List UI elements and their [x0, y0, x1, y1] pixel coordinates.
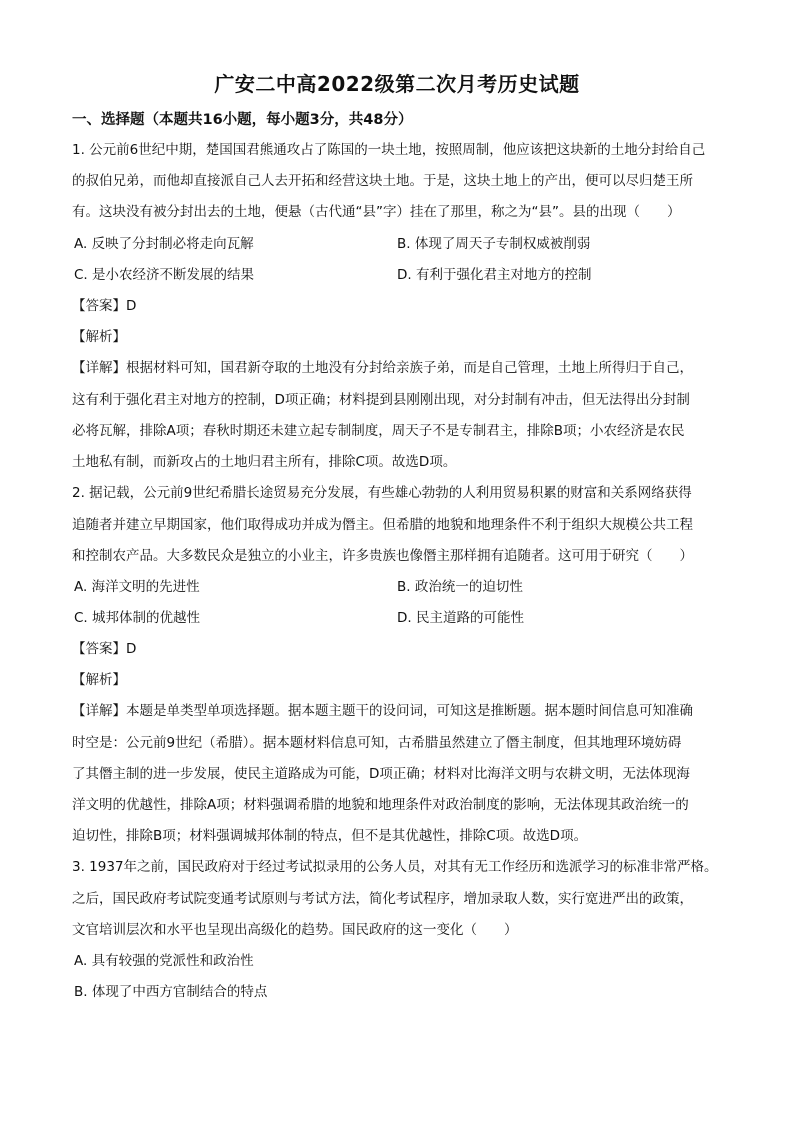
q1-option-a: A. 反映了分封制必将走向瓦解	[74, 236, 254, 252]
q1-stem-line-2: 的叔伯兄弟，而他却直接派自己人去开拓和经营这块土地。于是，这块土地上的产出，便可以尽归楚王所	[72, 173, 693, 189]
q1-answer: 【答案】D	[72, 298, 137, 314]
q2-stem-line-2: 追随者并建立早期国家，他们取得成功并成为僭主。但希腊的地貌和地理条件不利于组织大规模公共工程	[72, 517, 693, 533]
q1-option-c: C. 是小农经济不断发展的结果	[74, 267, 255, 283]
q1-option-d: D. 有利于强化君主对地方的控制	[397, 267, 592, 283]
q2-detail-line-2: 时空是：公元前9世纪（希腊）。据本题材料信息可知，古希腊虽然建立了僭主制度，但其地理环境妨碍	[72, 735, 682, 751]
q2-detail-line-4: 洋文明的优越性，排除A项；材料强调希腊的地貌和地理条件对政治制度的影响，无法体现其政治统一的	[72, 797, 689, 813]
q2-detail-line-1: 【详解】本题是单类型单项选择题。据本题主题干的设问词，可知这是推断题。据本题时间信息可知准确	[72, 703, 693, 719]
q2-detail-line-5: 迫切性，排除B项；材料强调城邦体制的特点，但不是其优越性，排除C项。故选D项。	[72, 828, 588, 844]
q2-option-b: B. 政治统一的迫切性	[397, 579, 523, 595]
q2-option-d: D. 民主道路的可能性	[397, 610, 524, 626]
q1-analysis-heading: 【解析】	[72, 329, 126, 345]
q2-option-c: C. 城邦体制的优越性	[74, 610, 201, 626]
q1-option-b: B. 体现了周天子专制权威被削弱	[397, 236, 591, 252]
page-title: 广安二中高2022级第二次月考历史试题	[214, 72, 580, 96]
q1-detail-line-4: 土地私有制，而新攻占的土地归君主所有，排除C项。故选D项。	[72, 454, 457, 470]
q1-detail-line-2: 这有利于强化君主对地方的控制，D项正确；材料提到县刚刚出现，对分封制有冲击，但无法得出分封制	[72, 392, 690, 408]
q2-analysis-heading: 【解析】	[72, 672, 126, 688]
q1-stem-line-1: 1. 公元前6世纪中期，楚国国君熊通攻占了陈国的一块土地，按照周制，他应该把这块新的土地分封给自己	[72, 142, 706, 158]
q3-stem-line-3: 文官培训层次和水平也呈现出高级化的趋势。国民政府的这一变化（ ）	[72, 922, 518, 938]
q3-option-a: A. 具有较强的党派性和政治性	[74, 953, 254, 969]
q1-detail-line-1: 【详解】根据材料可知，国君新夺取的土地没有分封给亲族子弟，而是自己管理，土地上所得归于自己，	[72, 360, 693, 376]
section-heading: 一、选择题（本题共16小题，每小题3分，共48分）	[72, 112, 413, 128]
q2-answer: 【答案】D	[72, 641, 137, 657]
q3-option-b: B. 体现了中西方官制结合的特点	[74, 984, 268, 1000]
q1-stem-line-3: 有。这块没有被分封出去的土地，便悬（古代通“县”字）挂在了那里，称之为“县”。县的出现（ ）	[72, 204, 681, 220]
q2-detail-line-3: 了其僭主制的进一步发展，使民主道路成为可能，D项正确；材料对比海洋文明与农耕文明，无法体现海	[72, 766, 690, 782]
q1-detail-line-3: 必将瓦解，排除A项；春秋时期还未建立起专制制度，周天子不是专制君主，排除B项；小农经济是农民	[72, 423, 685, 439]
q2-stem-line-3: 和控制农产品。大多数民众是独立的小业主，许多贵族也像僭主那样拥有追随者。这可用于研究（ ）	[72, 548, 693, 564]
q3-stem-line-2: 之后，国民政府考试院变通考试原则与考试方法，简化考试程序，增加录取人数，实行宽进严出的政策，	[72, 891, 693, 907]
q2-option-a: A. 海洋文明的先进性	[74, 579, 200, 595]
q2-stem-line-1: 2. 据记载，公元前9世纪希腊长途贸易充分发展，有些雄心勃勃的人利用贸易积累的财富和关系网络获得	[72, 485, 692, 501]
q3-stem-line-1: 3. 1937年之前，国民政府对于经过考试拟录用的公务人员，对其有无工作经历和选派学习的标准非常严格。	[72, 859, 718, 875]
